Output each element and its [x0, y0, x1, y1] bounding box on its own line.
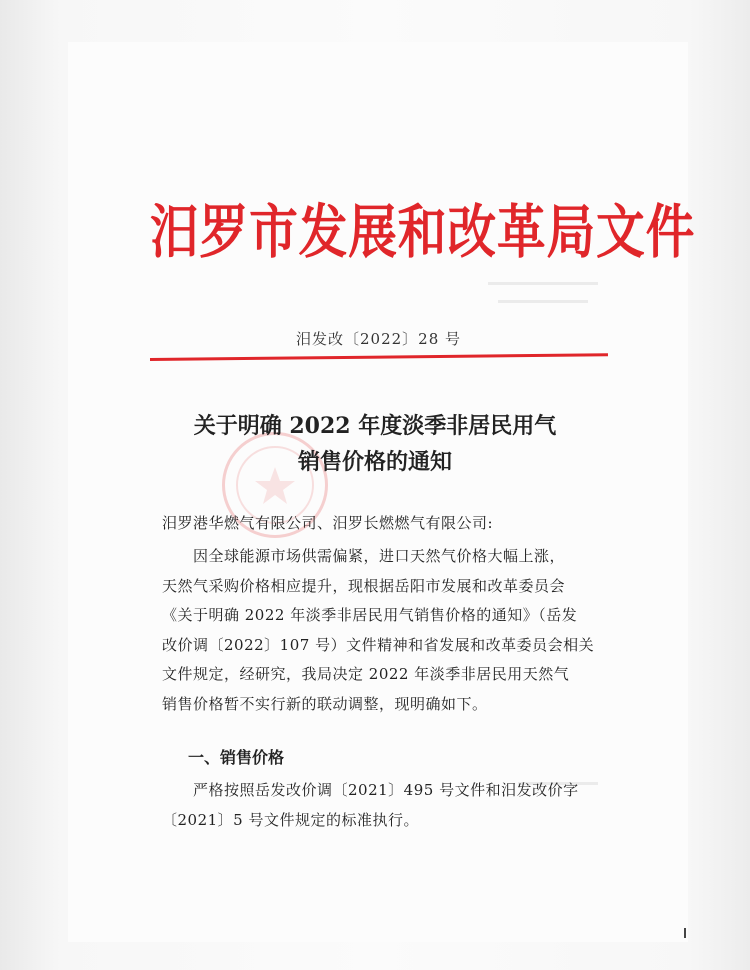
- paragraph-line: 严格按照岳发改价调〔2021〕495 号文件和汨发改价字: [162, 781, 579, 799]
- addressee: 汨罗港华燃气有限公司、汨罗长燃燃气有限公司:: [162, 514, 494, 532]
- notice-title-line: 关于明确 2022 年度淡季非居民用气: [193, 413, 557, 439]
- section-heading-sales-price: 一、销售价格: [188, 748, 285, 767]
- document-number: 汨发改〔2022〕28 号: [296, 330, 462, 348]
- paragraph-line: 文件规定，经研究，我局决定 2022 年淡季非居民用天然气: [162, 665, 570, 683]
- body-paragraph-2: [162, 776, 602, 835]
- letterhead-title: 汨罗市发展和改革局文件: [150, 198, 696, 266]
- paragraph-line: 改价调〔2022〕107 号）文件精神和省发展和改革委员会相关: [162, 635, 595, 654]
- paragraph-line: 〔2021〕5 号文件规定的标准执行。: [162, 810, 419, 829]
- scan-artifact: [488, 282, 598, 285]
- paragraph-line: 《关于明确 2022 年淡季非居民用气销售价格的通知》（岳发: [162, 606, 578, 624]
- notice-title: [150, 408, 600, 480]
- notice-title-line: 销售价格的通知: [297, 449, 452, 475]
- scan-artifact: [498, 300, 588, 303]
- paragraph-line: 天然气采购价格相应提升，现根据岳阳市发展和改革委员会: [162, 576, 566, 595]
- paragraph-line: 销售价格暂不实行新的联动调整，现明确如下。: [162, 694, 488, 713]
- paragraph-line: 因全球能源市场供需偏紧，进口天然气价格大幅上涨，: [162, 547, 566, 565]
- body-paragraph-1: [162, 542, 602, 719]
- scan-edge-mark: [684, 928, 686, 938]
